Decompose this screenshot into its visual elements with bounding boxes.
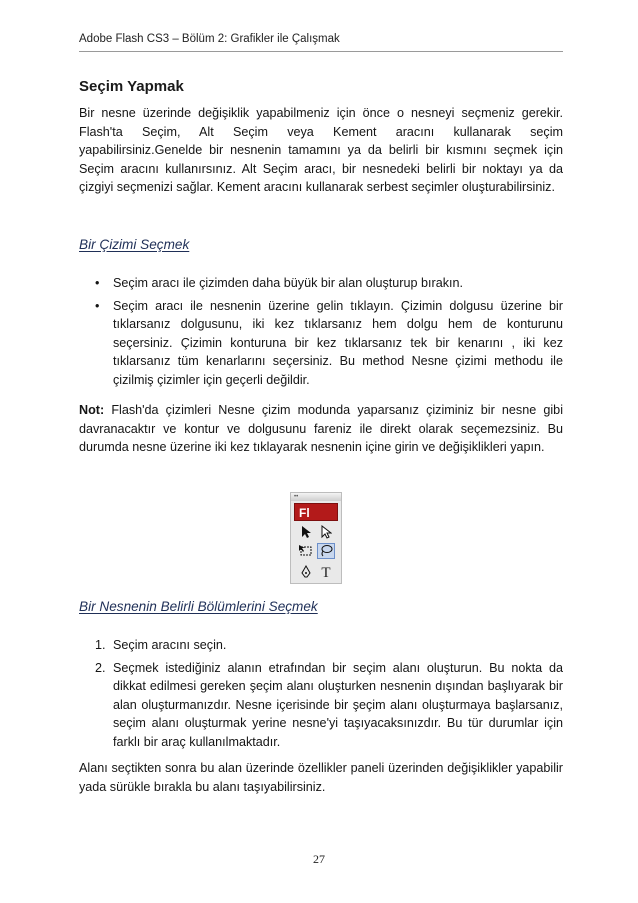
list-item [79,297,563,390]
pen-icon [297,565,315,581]
page-number: 27 [313,852,325,866]
bullet-marker: • [95,298,100,313]
list-item-text: Seçmek istediğiniz alanın etrafından bir seçim alanı oluşturun. Bu nokta da dikkat edilmesi gereken şeçim alanı oluşturken nesnenin dışından başlıyarak bir alan oluşturmanızdır. Nesne içerisinde bir şeçim alanı oluşturmaya başlarsanız, seçim alanı oluşturmak yerine nesne'yi taşıyacaksınızdır. Bu tür durumlar için farklı bir araç kullanılmaktadır. [113,660,563,749]
list-item-text: Seçim aracını seçin. [113,638,227,652]
section-title: Seçim Yapmak [79,78,184,95]
list-item-text: Seçim aracı ile nesnenin üzerine gelin tıklayın. Çizimin dolgusu üzerine bir tıklarsanız dolgusunu, iki kez tıklarsanız hem dolgu hem de konturunu seçersiniz. Çizimin konturuna bir kez tıklarsanız tek bir kenarını , iki kez tıklarsanız tüm kenarlarını seçersiniz. Bu method Nesne çizimi methodu ile çizilmiş çizimler için geçerli değildir. [113,298,563,387]
list-item [79,274,563,293]
note-text: Flash'da çizimleri Nesne çizim modunda yaparsanız çiziminiz bir nesne gibi davranacaktır ve kontur ve dolgusunu fareniz ile direkt olarak seçemezsiniz. Bu durumda nesne üzerine iki kez tıklayarak nesnenin içine girin ve değişiklikleri yapın. [79,403,563,455]
list-item [79,636,563,655]
note-paragraph [79,401,563,457]
intro-paragraph: Bir nesne üzerinde değişiklik yapabilmeniz için önce o nesneyi seçmeniz gerekir. Flash'ta Seçim, Alt Seçim veya Kement aracını kullanarak seçim yapabilirsiniz.Genelde bir nesnenin tamamını ya da belirli bir kısmını seçmek için Seçim aracını kullanırsınız. Alt Seçim aracı, bir nesnedeki belirli bir noktayı ya da çizgiyi seçmenizi sağlar. Kement aracını kullanarak serbest seçimler oluşturabilirsiniz. [79,106,563,195]
list-item-text: Seçim aracı ile çizimden daha büyük bir alan oluşturup bırakın. [113,276,464,290]
subsection-heading-select-parts: Bir Nesnenin Belirli Bölümlerini Seçmek [79,599,318,614]
bullet-list [79,274,563,394]
arrow-icon [297,525,315,541]
note-label: Not: [79,403,105,417]
subsection-heading-select-drawing: Bir Çizimi Seçmek [79,237,190,252]
list-number: 2. [95,660,106,675]
bullet-marker: • [95,276,100,290]
list-item [79,659,563,752]
running-header: Adobe Flash CS3 – Bölüm 2: Grafikler ile Çalışmak [79,33,563,52]
toolbar-titlebar: •• [291,493,341,501]
numbered-list [79,636,563,756]
list-number: 1. [95,638,106,652]
lasso-icon [317,543,335,559]
subselect-icon [317,525,335,541]
free-transform-icon [297,544,315,560]
closing-paragraph: Alanı seçtikten sonra bu alan üzerinde özellikler paneli üzerinden değişiklikler yapabilir yada sürükle bırakla bu alanı taşıyabilirsiniz. [79,761,563,794]
text-icon: T [321,565,331,581]
flash-toolbar-image [290,492,342,584]
flash-logo: Fl [294,503,338,521]
